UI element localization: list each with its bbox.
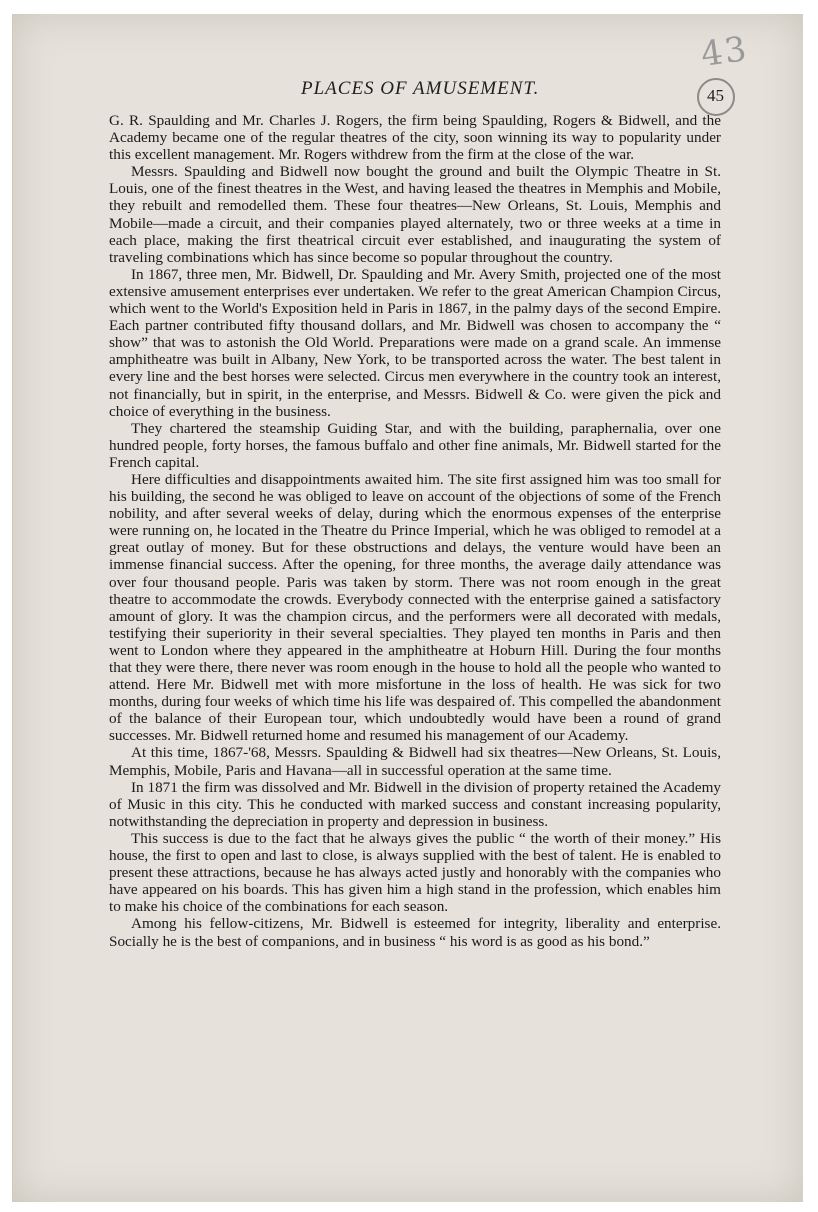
paragraph: In 1867, three men, Mr. Bidwell, Dr. Spaulding and Mr. Avery Smith, projected one of the most extensive amusement enterprises ever undertaken. We refer to the great American Champion Circus, which went to the World's Exposition held in Paris in 1867, in the palmy days of the second Empire. Each partner contributed fifty thousand dollars, and Mr. Bidwell was chosen to accompany the “ show” that was to astonish the Old World. Preparations were made on a grand scale. An immense amphitheatre was built in Albany, New York, to be transported across the water. The best talent in every line and the best horses were selected. Circus men everywhere in the country took an interest, not financially, but in spirit, in the enterprise, and Messrs. Bidwell & Co. were given the pick and choice of everything in the business. [109, 265, 721, 420]
page-number: 45 [707, 86, 724, 105]
handwritten-page-mark: 43 [698, 28, 751, 76]
paragraph: Among his fellow-citizens, Mr. Bidwell is esteemed for integrity, liberality and enterprise. Socially he is the best of companions, and in business “ his word is as good as his bond.” [109, 915, 721, 950]
running-head: PLACES OF AMUSEMENT. [301, 78, 540, 99]
paragraph: G. R. Spaulding and Mr. Charles J. Rogers, the firm being Spaulding, Rogers & Bidwell, and the Academy became one of the regular theatres of the city, soon winning its way to popularity under this excellent management. Mr. Rogers withdrew from the firm at the close of the war. [109, 112, 721, 164]
body-text [109, 112, 721, 950]
paragraph: Messrs. Spaulding and Bidwell now bought the ground and built the Olympic Theatre in St. Louis, one of the finest theatres in the West, and having leased the theatres in Memphis and Mobile, they rebuilt and remodelled them. These four theatres—New Orleans, St. Louis, Memphis and Mobile—made a circuit, and their companies played alternately, two or three weeks at a time in each place, making the first theatrical circuit ever established, and inaugurating the system of traveling combinations which has since become so popular throughout the country. [109, 163, 721, 266]
paragraph: At this time, 1867-'68, Messrs. Spaulding & Bidwell had six theatres—New Orleans, St. Louis, Memphis, Mobile, Paris and Havana—all in successful operation at the same time. [109, 744, 721, 779]
paragraph: They chartered the steamship Guiding Star, and with the building, paraphernalia, over one hundred people, forty horses, the famous buffalo and other fine animals, Mr. Bidwell started for the French capital. [109, 419, 721, 471]
paragraph: In 1871 the firm was dissolved and Mr. Bidwell in the division of property retained the Academy of Music in this city. This he conducted with marked success and constant increasing popularity, notwithstanding the depreciation in property and depression in business. [109, 778, 721, 830]
paragraph: This success is due to the fact that he always gives the public “ the worth of their money.” His house, the first to open and last to close, is always supplied with the best of talent. He is enabled to present these attractions, because he has always acted justly and honorably with the companies who have appeared on his boards. This has given him a high stand in the profession, which enables him to make his choice of the combinations for each season. [109, 829, 721, 916]
scanned-page [12, 14, 803, 1202]
paragraph: Here difficulties and disappointments awaited him. The site first assigned him was too small for his building, the second he was obliged to leave on account of the objections of some of the French nobility, and after several weeks of delay, during which the enormous expenses of the enterprise were running on, he located in the Theatre du Prince Imperial, which he was obliged to remodel at a great outlay of money. But for these obstructions and delays, the venture would have been an immense financial success. After the opening, for three months, the average daily attendance was over four thousand people. Paris was taken by storm. There was not room enough in the great theatre to accommodate the crowds. Everybody connected with the enterprise gained a satisfactory amount of glory. It was the champion circus, and the performers were all decorated with medals, testifying their superiority in their several specialties. They played ten months in Paris and then went to London where they appeared in the amphitheatre at Hoburn Hill. During the four months that they were there, there never was room enough in the house to hold all the people who wanted to attend. Here Mr. Bidwell met with more misfortune in the loss of health. He was sick for two months, during four weeks of which time his life was despaired of. This compelled the abandonment of the balance of their European tour, which undoubtedly would have been a round of grand successes. Mr. Bidwell returned home and resumed his management of our Academy. [109, 470, 721, 745]
